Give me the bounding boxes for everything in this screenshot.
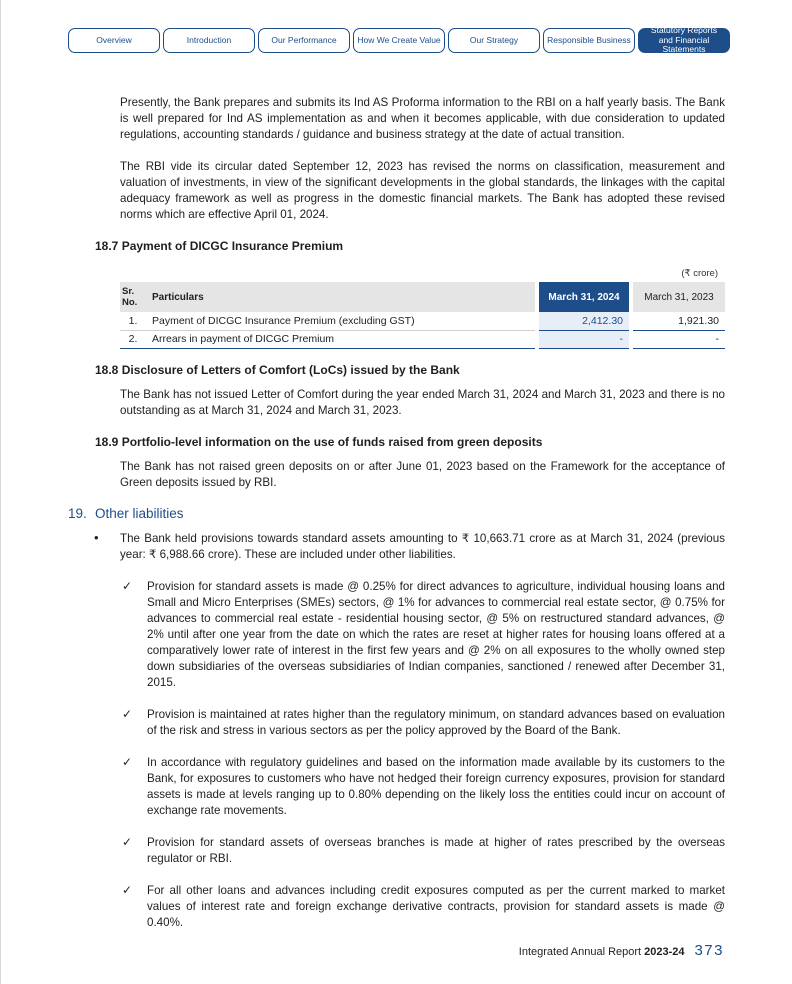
tab-how-we-create-value[interactable]: How We Create Value — [353, 28, 445, 53]
row-particulars: Payment of DICGC Insurance Premium (excluding GST) — [146, 312, 535, 330]
tab-overview[interactable]: Overview — [68, 28, 160, 53]
tab-responsible-business[interactable]: Responsible Business — [543, 28, 635, 53]
table-row — [120, 330, 725, 348]
page-footer — [519, 942, 724, 959]
paragraph-18-8: The Bank has not issued Letter of Comfort during the year ended March 31, 2024 and March 31, 2023 and there is no outstanding as at March 31, 2024 and March 31, 2023. — [120, 388, 725, 417]
tab-introduction[interactable]: Introduction — [163, 28, 255, 53]
header-sr-no: Sr. No. — [120, 282, 146, 312]
footer-report-year: 2023-24 — [644, 946, 685, 958]
currency-unit-label: (₹ crore) — [681, 268, 718, 279]
section-navigation — [68, 24, 730, 55]
checkmark-icon: ✓ — [122, 579, 133, 593]
checkmark-icon: ✓ — [122, 755, 133, 769]
tab-our-performance[interactable]: Our Performance — [258, 28, 350, 53]
intro-paragraph-1: Presently, the Bank prepares and submits its Ind AS Proforma information to the RBI on a half yearly basis. The Bank is well prepared for Ind AS implementation as and when it becomes applicable, with due consideration to updated regulations, accounting standards / guidance and business strategy at the date of actual transition. — [120, 96, 725, 141]
tab-our-strategy[interactable]: Our Strategy — [448, 28, 540, 53]
header-march-2024: March 31, 2024 — [539, 282, 629, 312]
heading-18-9: 18.9 Portfolio-level information on the use of funds raised from green deposits — [95, 435, 543, 449]
bullet-paragraph: The Bank held provisions towards standard assets amounting to ₹ 10,663.71 crore as at March 31, 2024 (previous year: ₹ 6,988.66 crore). These are included under other liabilities. — [120, 532, 725, 561]
dicgc-premium-table — [120, 282, 725, 349]
row-value-2023: - — [633, 330, 725, 348]
heading-section-19 — [68, 506, 184, 521]
row-value-2024: 2,412.30 — [539, 312, 629, 330]
heading-18-7: 18.7 Payment of DICGC Insurance Premium — [95, 239, 344, 253]
check-item-4: Provision for standard assets of overseas branches is made at higher of rates prescribed by the overseas regulator or RBI. — [147, 836, 725, 865]
footer-report-title: Integrated Annual Report — [518, 946, 642, 958]
paragraph-18-9: The Bank has not raised green deposits on or after June 01, 2023 based on the Framework for the acceptance of Green deposits issued by RBI. — [120, 460, 725, 489]
row-value-2024: - — [539, 330, 629, 348]
checkmark-icon: ✓ — [122, 883, 133, 897]
header-march-2023: March 31, 2023 — [633, 282, 725, 312]
row-sr: 2. — [120, 330, 146, 348]
row-value-2023: 1,921.30 — [633, 312, 725, 330]
row-sr: 1. — [120, 312, 146, 330]
heading-18-8: 18.8 Disclosure of Letters of Comfort (LoCs) issued by the Bank — [95, 363, 460, 377]
checkmark-icon: ✓ — [122, 707, 133, 721]
table-row — [120, 312, 725, 330]
page-left-rule — [0, 0, 1, 984]
tab-statutory-reports[interactable]: Statutory Reports and Financial Statements — [638, 28, 730, 53]
bullet-icon: • — [94, 530, 99, 545]
intro-paragraph-2: The RBI vide its circular dated September 12, 2023 has revised the norms on classification, measurement and valuation of investments, in view of the significant developments in the global standards, the linkages with the capital adequacy framework as well as progress in the domestic financial markets. The Bank has adopted these revised norms which are effective April 01, 2024. — [120, 160, 725, 221]
checkmark-icon: ✓ — [122, 835, 133, 849]
check-item-3: In accordance with regulatory guidelines and based on the information made available by its customers to the Bank, for exposures to customers who have not hedged their foreign currency exposures, provision for standard assets is made at levels ranging up to 0.80% depending on the likely loss the entities could incur on account of exchange rate movements. — [147, 756, 725, 817]
section-title: Other liabilities — [95, 506, 184, 521]
page-number: 373 — [694, 942, 724, 959]
section-number: 19. — [68, 506, 87, 521]
header-particulars: Particulars — [146, 282, 535, 312]
table-header-row — [120, 282, 725, 312]
check-item-1: Provision for standard assets is made @ 0.25% for direct advances to agriculture, individual housing loans and Small and Micro Enterprises (SMEs) sectors, @ 1% for advances to commercial real estate sector, @ 0.75% for advances to commercial real estate - residential housing sector, @ 5% on restructured standard advances, @ 2% until after one year from the date on which the rates are reset at higher rates for housing loans offered at a comparatively lower rate of interest in the first few years and @ 2% on all exposures to the wholly owned step down subsidiaries of the overseas subsidiaries of Indian companies, sanctioned / renewed after December 31, 2015. — [147, 580, 725, 689]
row-particulars: Arrears in payment of DICGC Premium — [146, 330, 535, 348]
check-item-5: For all other loans and advances including credit exposures computed as per the current marked to market values of interest rate and foreign exchange derivative contracts, provision for standard assets is made @ 0.40%. — [147, 884, 725, 929]
check-item-2: Provision is maintained at rates higher than the regulatory minimum, on standard advances based on evaluation of the risk and stress in various sectors as per the policy approved by the Board of the Bank. — [147, 708, 725, 737]
